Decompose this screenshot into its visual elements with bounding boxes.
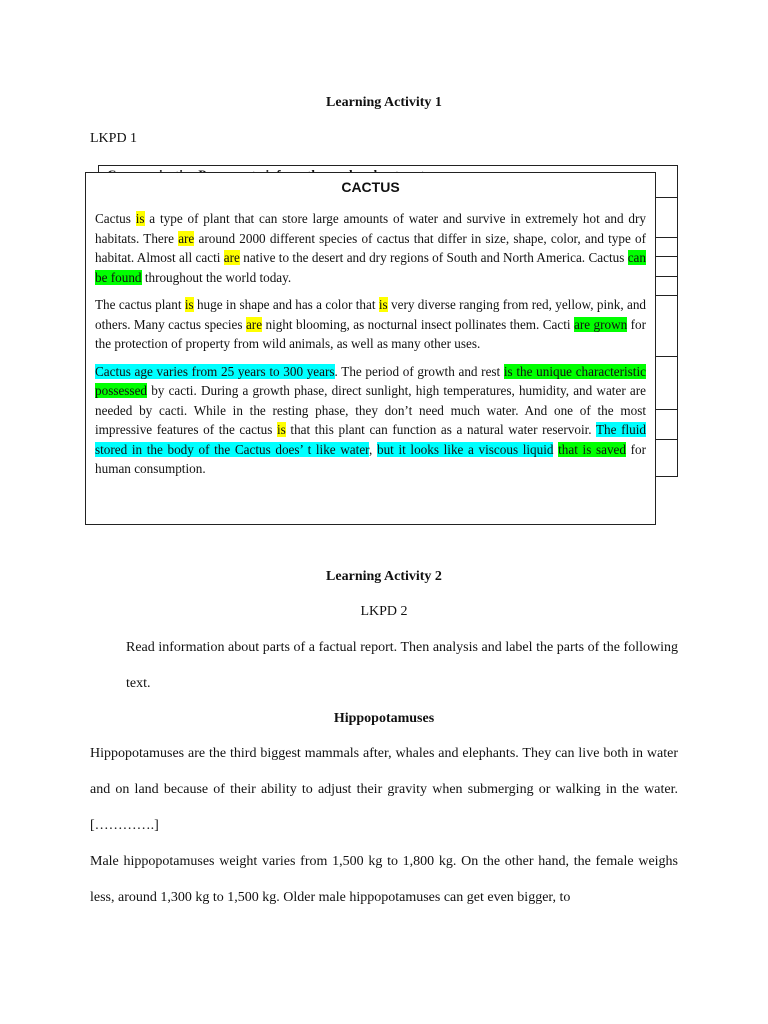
highlight-cyan: The fluid stored in the body of the Cactus does’ t like water	[95, 422, 646, 457]
highlight-yellow: is	[184, 297, 194, 312]
highlight-green: is the unique characteristic possessed	[95, 363, 646, 398]
highlight-cyan: but it looks like a viscous liquid	[376, 441, 554, 457]
cactus-paragraph-3: Cactus age varies from 25 years to 300 years. The period of growth and rest is the unique characteristic possessed by cacti. During a growth phase, direct sunlight, high temperatures, humidity, and water are needed by cacti. While in the resting phase, they don’t need much water. And one of the most impressive features of the cactus is that this plant can function as a natural water reservoir. The fluid stored in the body of the Cactus does’ t like water, but it looks like a viscous liquid that is saved for human consumption.	[95, 363, 646, 476]
highlight-green: are grown	[574, 316, 628, 332]
hippo-title: Hippopotamuses	[333, 711, 435, 726]
activity1-heading: Learning Activity 1	[326, 95, 442, 110]
highlight-yellow: is	[277, 422, 286, 437]
highlight-yellow: are	[223, 250, 240, 265]
highlight-yellow: are	[178, 230, 195, 246]
highlight-green: can be found	[95, 250, 647, 285]
cactus-paragraph-2: The cactus plant is huge in shape and has a color that is very diverse ranging from red, yellow, pink, and others. Many cactus species are night blooming, as nocturnal insect pollinates them. Cacti are grown for the protection of property from wild animals, as well as many other uses.	[95, 297, 647, 351]
hippo-paragraph-2: Male hippopotamuses weight varies from 1,500 kg to 1,800 kg. On the other hand, the female weighs less, around 1,300 kg to 1,500 kg. Older male hippopotamuses can get even bigger, to	[90, 854, 678, 905]
highlight-green: that is saved	[558, 441, 626, 457]
highlight-yellow: is	[378, 297, 388, 312]
activity2-heading: Learning Activity 2	[326, 569, 442, 584]
cactus-text-box	[85, 172, 656, 525]
highlight-cyan: Cactus age varies from 25 years to 300 years	[95, 363, 335, 379]
lkpd2-label: LKPD 2	[360, 604, 408, 619]
highlight-yellow: are	[245, 316, 263, 332]
lkpd1-label: LKPD 1	[90, 131, 138, 146]
cactus-paragraph-1: Cactus is a type of plant that can store large amounts of water and survive in extremely hot and dry habitats. There are around 2000 different species of cactus that differ in size, shape, color, and type of habitat. Almost all cacti are native to the desert and dry regions of South and North America. Cactus can be found throughout the world today.	[95, 211, 647, 285]
cactus-title: CACTUS	[341, 179, 400, 195]
activity2-instruction: Read information about parts of a factual report. Then analysis and label the parts of the following text.	[126, 640, 678, 691]
hippo-paragraph-1: Hippopotamuses are the third biggest mammals after, whales and elephants. They can live both in water and on land because of their ability to adjust their gravity when submerging or walking in the water. [………….]	[90, 746, 678, 833]
highlight-yellow: is	[135, 211, 145, 226]
